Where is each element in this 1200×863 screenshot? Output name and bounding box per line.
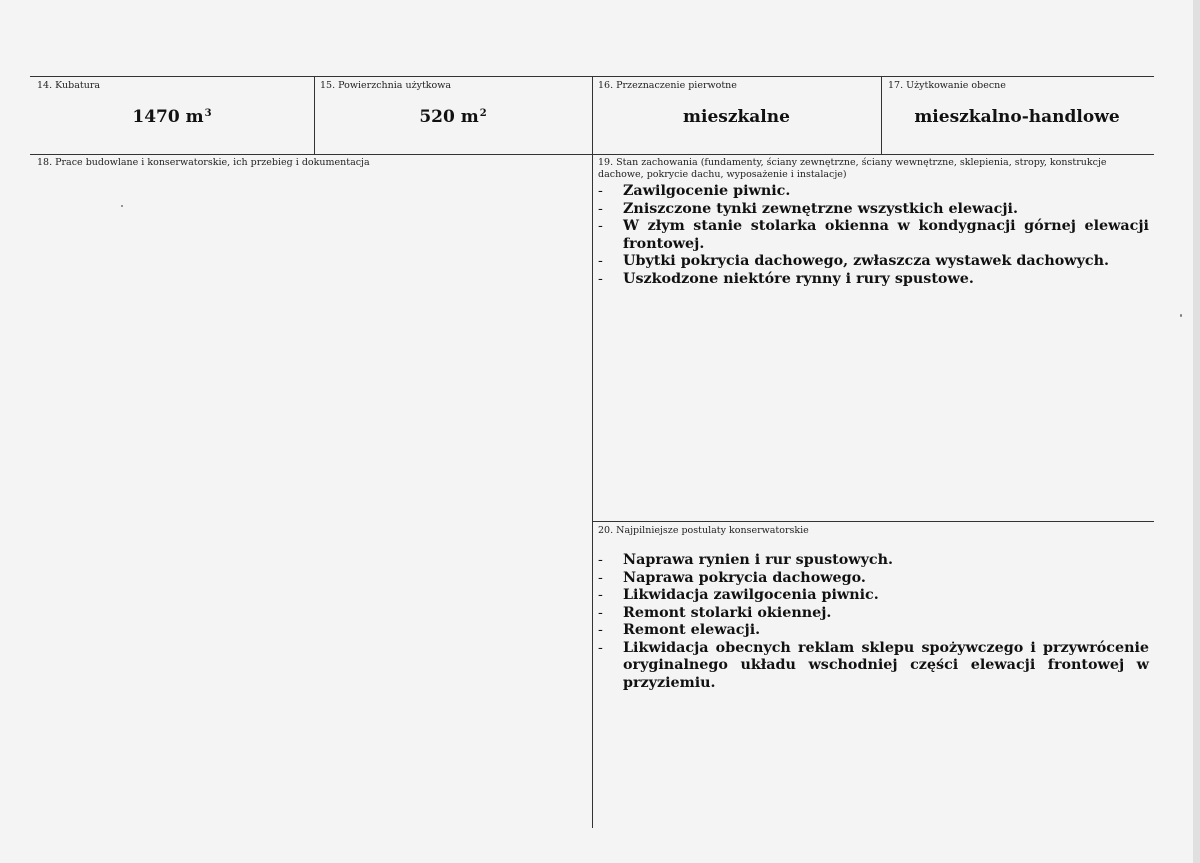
powierzchnia-label: 15. Powierzchnia użytkowa bbox=[320, 80, 452, 91]
divider-15-16 bbox=[592, 76, 593, 828]
list-item: - Likwidacja obecnych reklam sklepu spożywczego i przywrócenie oryginalnego układu wschodniej części elewacji frontowej w przyziemiu. bbox=[595, 640, 1149, 693]
uzytkowanie-value: mieszkalno-handlowe bbox=[914, 107, 1120, 127]
scan-speck bbox=[1180, 314, 1182, 317]
uzytkowanie-label: 17. Użytkowanie obecne bbox=[888, 80, 1006, 91]
list-item: - Naprawa rynien i rur spustowych. bbox=[595, 552, 1149, 570]
kubatura-label: 14. Kubatura bbox=[37, 80, 101, 91]
section-20-rule bbox=[592, 521, 1154, 522]
scan-speck bbox=[121, 205, 123, 207]
list-item: - Remont elewacji. bbox=[595, 622, 1149, 640]
scan-edge bbox=[1193, 0, 1200, 863]
prace-label: 18. Prace budowlane i konserwatorskie, ich przebieg i dokumentacja bbox=[37, 157, 370, 168]
postulaty-list bbox=[595, 552, 1149, 692]
stan-label: 19. Stan zachowania (fundamenty, ściany zewnętrzne, ściany wewnętrzne, sklepienia, stropy, konstrukcje dachowe, pokrycie dachu, wyposażenie i instalacje) bbox=[598, 157, 1107, 180]
kubatura-number: 1470 m bbox=[132, 107, 204, 127]
list-item: - Naprawa pokrycia dachowego. bbox=[595, 570, 1149, 588]
list-item: - W złym stanie stolarka okienna w kondygnacji górnej elewacji frontowej. bbox=[595, 218, 1149, 253]
powierzchnia-exponent: 2 bbox=[479, 108, 487, 119]
kubatura-exponent: 3 bbox=[204, 108, 212, 119]
przeznaczenie-value: mieszkalne bbox=[683, 107, 790, 127]
list-item: - Zawilgocenie piwnic. bbox=[595, 183, 1149, 201]
list-item: - Remont stolarki okiennej. bbox=[595, 605, 1149, 623]
powierzchnia-number: 520 m bbox=[419, 107, 479, 127]
list-item: - Uszkodzone niektóre rynny i rury spustowe. bbox=[595, 271, 1149, 289]
postulaty-label: 20. Najpilniejsze postulaty konserwatorskie bbox=[598, 525, 809, 536]
kubatura-value bbox=[30, 107, 314, 127]
stan-list bbox=[595, 183, 1149, 288]
powierzchnia-value bbox=[314, 107, 592, 127]
przeznaczenie-label: 16. Przeznaczenie pierwotne bbox=[598, 80, 737, 91]
list-item: - Likwidacja zawilgocenia piwnic. bbox=[595, 587, 1149, 605]
list-item: - Zniszczone tynki zewnętrzne wszystkich elewacji. bbox=[595, 201, 1149, 219]
list-item: - Ubytki pokrycia dachowego, zwłaszcza wystawek dachowych. bbox=[595, 253, 1149, 271]
